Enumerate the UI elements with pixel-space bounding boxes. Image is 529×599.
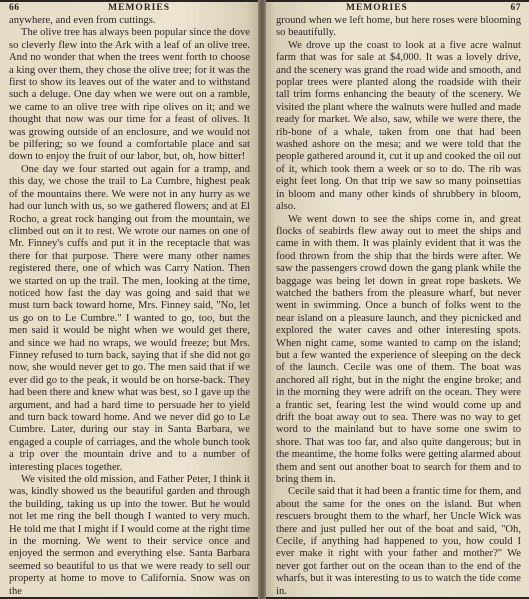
- paragraph: We went down to see the ships come in, and great flocks of seabirds flew away out to meet the ships and came in with them. It was plainly evident that it was the food thrown from the ship that the birds were after. We saw the passengers crowd down the gang plank while the baggage was being let down in great rope baskets. We watched the bathers from the pleasure wharf, but never went in swimming. Once a bunch of folks went to the near island on a pleasure launch, and they picnicked and explored the water caves and other interesting spots. When night came, some wanted to camp on the island; but a few wanted the experience of sleeping on the deck of the launch. Cecile was one of them. The boat was anchored all right, but in the night the engine broke; and in the morning they were adrift on the ocean. They were a frantic set, fearing lest the wind would come up and drift the boat away out to sea. There was no way to get word to the mainland but to have some one swim to shore. That was too far, and also quite dangerous; but in the meantime, the home folks were getting alarmed about them and sent out another boat to search for them and to bring them in.: [276, 213, 521, 486]
- left-page: [0, 2, 262, 597]
- right-page: [262, 2, 529, 597]
- paragraph: We visited the old mission, and Father Peter, I think it was, kindly showed us the beautiful garden and through the building, taking us up into the tower. But he would not let me ring the bell though I wanted to very much. He told me that I might if I would come at the right time in the morning. We went to their service once and enjoyed the sermon and everything else. Santa Barbara seemed so beautiful to us that we were ready to sell our property at home to move to California. Snow was on the: [9, 474, 250, 597]
- paragraph: We drove up the coast to look at a five acre walnut farm that was for sale at $4,000. It was a lovely drive, and the scenery was grand the road wide and smooth, and poplar trees were planted along the roadside with their tall trim forms enhancing the beauty of the scenery. We visited the plant where the walnuts were hulled and made ready for market. We also, saw, while we were there, the rib-bone of a whale, taken from one that had been washed ashore on the mesa; and we were told that the people gathered around it, cut it up and cooked the oil out of it, which took them a week or so to do. The rib was eight feet long. On that trip we saw so many poinsettias in bloom and many other kinds of shrubbery in bloom, also.: [276, 39, 521, 213]
- right-page-header: [276, 2, 521, 14]
- paragraph: anywhere, and even from cuttings.: [9, 15, 156, 26]
- right-page-number: 67: [510, 3, 521, 13]
- paragraph: The olive tree has always been popular since the dove so cleverly flew into the Ark with a leaf of an olive tree. And no wonder that when the trees went forth to choose a king over them, they chose the olive tree; for it was the first to show its leaves out of the water and to withstand such a deluge. One day when we were out on a ramble, we came to an olive tree with ripe olives on it; and we thought that now was our time for a feast of olives. It was growing outside of an enclosure, and we would not be pilfering; so we found a comfortable place and sat down to enjoy the fruit of our labor, but, oh, how bitter!: [9, 27, 250, 163]
- right-page-text: [276, 15, 521, 598]
- paragraph: Cecile said that it had been a frantic time for them, and about the same for the ones on the island. But when rescuers brought them to the wharf, her Uncle Wick was there and just pulled her out of the boat and said, "Oh, Cecile, if anything had happened to you, how could I ever make it right with your father and mother?" We never got farther out on the ocean than to the end of the wharfs, but it was interesting to us to watch the tide come in.: [276, 486, 521, 597]
- left-running-head: MEMORIES: [108, 3, 170, 13]
- left-page-text: [9, 15, 250, 598]
- paragraph: One day we four started out again for a tramp, and this day, we chose the trail to La Cumbre, highest peak of the mountains there. We were not in any hurry as we had our lunch with us, so we gathered flowers; and at El Rocho, a great rock hanging out from the mountain, we climbed out on it to rest. We wrote our names on one of Mr. Finney's cuffs and put it in the receptacle that was there for that purpose. There were many other names registered there, one of which was Carry Nation. Then we started on up the trail. The men, looking at the time, noticed how fast the day was going and said that we must turn back toward home, Mrs. Finney said, "No, let us go on to Le Cumbre." I wanted to go, too, but the men said it would be night when we would get there, and since we had no wraps, we would freeze; but Mrs. Finney refused to turn back, saying that if she did not go now, she would never get to go. The men said that if we ever did go to the peak, it would be on horse-back. They had been there and knew what was best, so I gave up the argument, and had a hard time to persuade her to yield and turn back toward home. And we never did go to Le Cumbre. Later, during our stay in Santa Barbara, we engaged a couple of carriages, and the whole bunch took a trip over the mountain drive and to a number of interesting places together.: [9, 163, 250, 473]
- right-running-head: MEMORIES: [346, 3, 408, 13]
- left-page-header: [9, 2, 250, 14]
- book-gutter: [258, 0, 266, 599]
- left-page-number: 66: [9, 3, 20, 13]
- paragraph: ground when we left home, but here roses were blooming so beautifully.: [276, 15, 521, 39]
